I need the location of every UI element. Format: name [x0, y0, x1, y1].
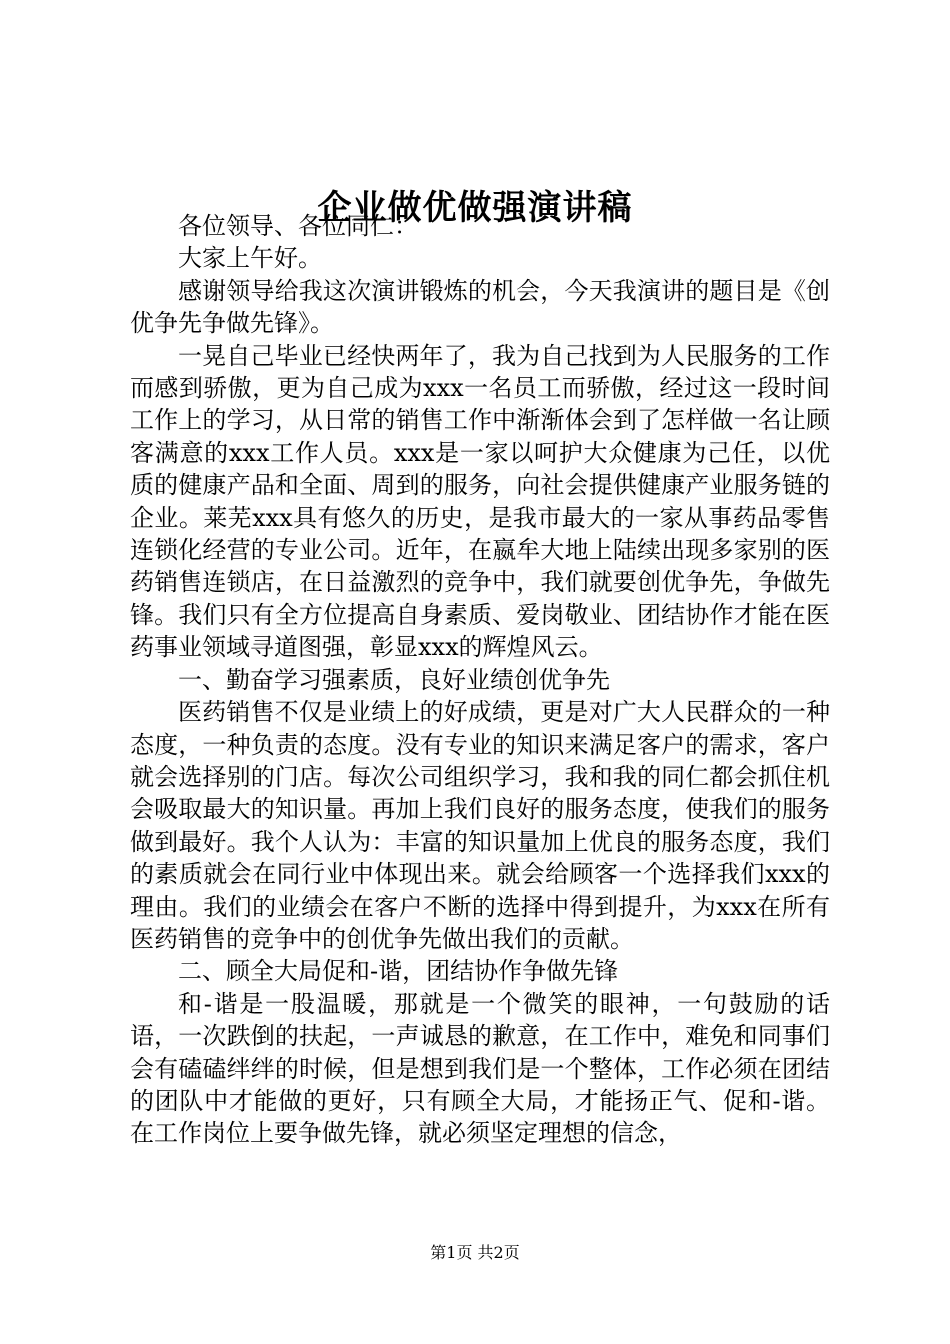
page-footer: 第1页 共2页 [430, 1243, 520, 1262]
section-heading-1: 一、勤奋学习强素质，良好业绩创优争先 [178, 665, 610, 694]
paragraph-section-2: 和-谐是一股温暖，那就是一个微笑的眼神，一句鼓励的话语，一次跌倒的扶起，一声诚恳的歉意，在工作中，难免和同事们会有磕磕绊绊的时候，但是想到我们是一个整体，工作必须在团结的团队中才能做的更好，只有顾全大局，才能扬正气、促和-谐。在工作岗位上要争做先锋，就必须坚定理想的信念， [130, 989, 830, 1148]
paragraph-intro: 感谢领导给我这次演讲锻炼的机会，今天我演讲的题目是《创优争先争做先锋》。 [130, 276, 830, 338]
document-body [130, 210, 830, 1150]
paragraph-greeting: 大家上午好。 [178, 244, 322, 273]
paragraph-section-1: 医药销售不仅是业绩上的好成绩，更是对广大人民群众的一种态度，一种负责的态度。没有专业的知识来满足客户的需求，客户就会选择别的门店。每次公司组织学习，我和我的同仁都会抓住机会吸取最大的知识量。再加上我们良好的服务态度，使我们的服务做到最好。我个人认为：丰富的知识量加上优良的服务态度，我们的素质就会在同行业中体现出来。就会给顾客一个选择我们xxx的理由。我们的业绩会在客户不断的选择中得到提升，为xxx在所有医药销售的竞争中的创优争先做出我们的贡献。 [130, 698, 830, 953]
document-title: 企业做优做强演讲稿 [317, 188, 633, 228]
section-heading-2: 二、顾全大局促和-谐，团结协作争做先锋 [178, 957, 619, 986]
paragraph-salutation: 各位领导、各位同仁： [178, 212, 418, 240]
paragraph-background: 一晃自己毕业已经快两年了，我为自己找到为人民服务的工作而感到骄傲，更为自己成为xxx一名员工而骄傲，经过这一段时间工作上的学习，从日常的销售工作中渐渐体会到了怎样做一名让顾客满意的xxx工作人员。xxx是一家以呵护大众健康为己任，以优质的健康产品和全面、周到的服务，向社会提供健康产业服务链的企业。莱芜xxx具有悠久的历史，是我市最大的一家从事药品零售连锁化经营的专业公司。近年，在嬴牟大地上陆续出现多家别的医药销售连锁店，在日益激烈的竞争中，我们就要创优争先，争做先锋。我们只有全方位提高自身素质、爱岗敬业、团结协作才能在医药事业领域寻道图强，彰显xxx的辉煌风云。 [130, 341, 830, 662]
